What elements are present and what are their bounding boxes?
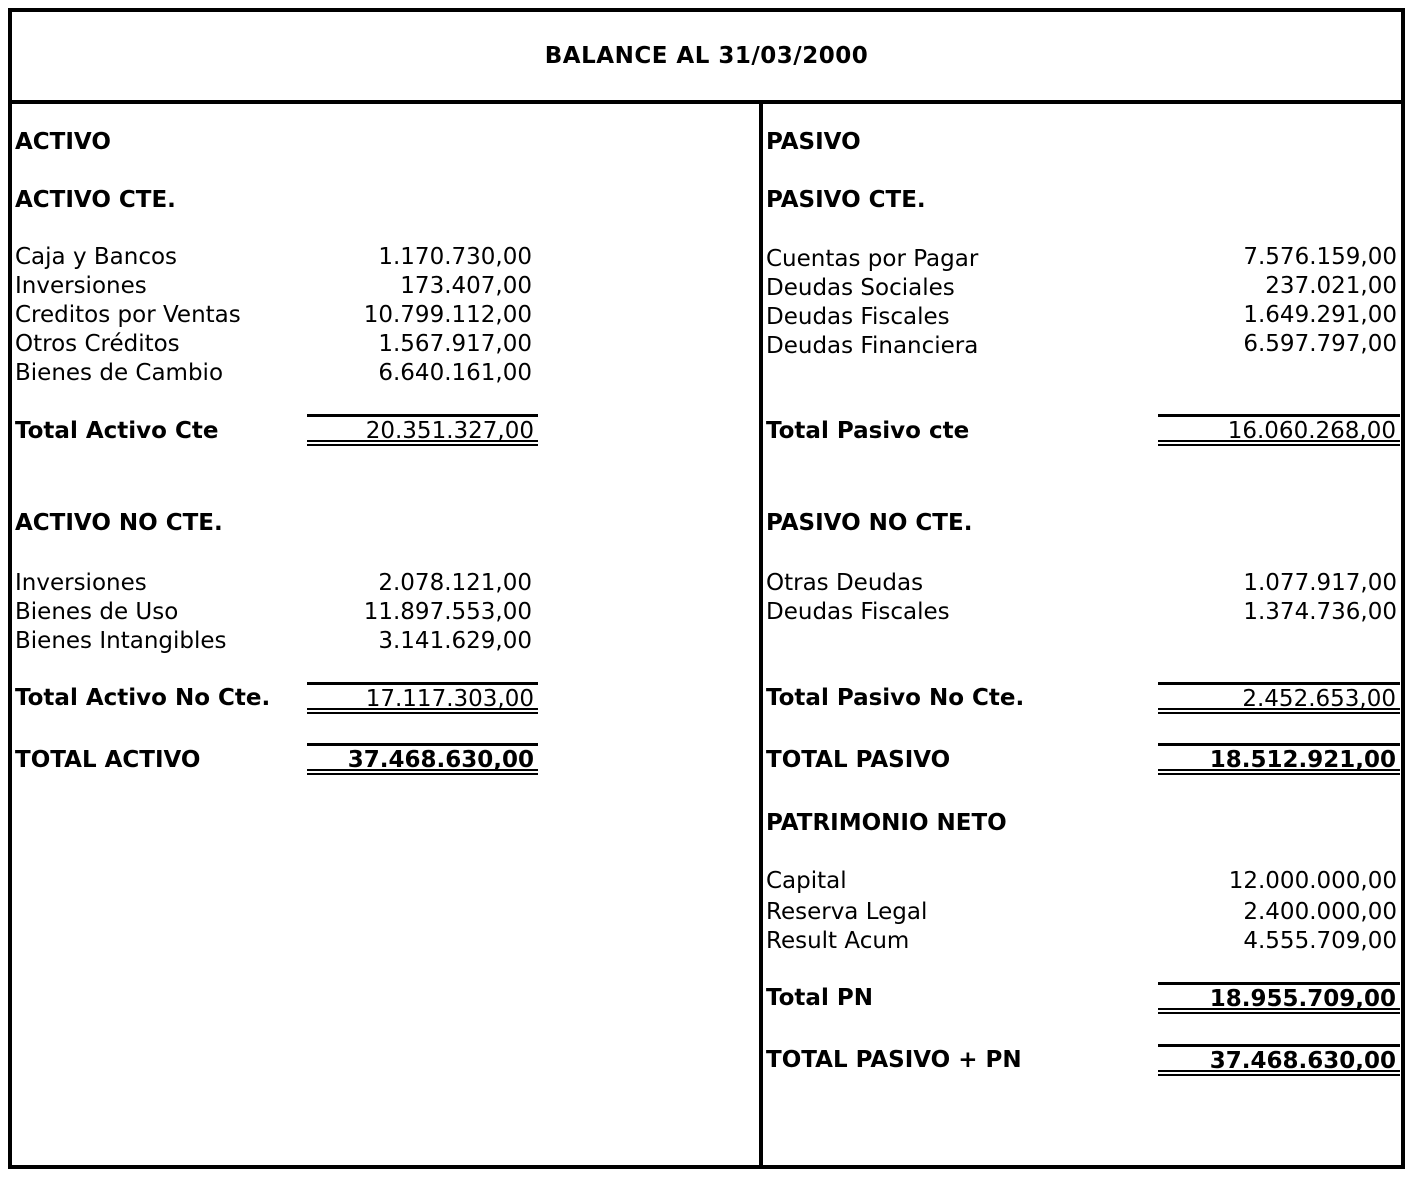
activo-cte-item-value: 1.170.730,00 xyxy=(378,244,532,270)
title-bar xyxy=(12,12,1401,104)
patrimonio-item-label: Reserva Legal xyxy=(766,899,928,925)
pasivo-heading: PASIVO xyxy=(766,129,861,155)
pasivo-no-cte-heading: PASIVO NO CTE. xyxy=(766,510,973,536)
pasivo-no-cte-item-value: 1.077.917,00 xyxy=(1243,570,1397,596)
activo-no-cte-item-label: Bienes de Uso xyxy=(15,599,179,625)
pasivo-cte-item-value: 237.021,00 xyxy=(1265,273,1397,299)
patrimonio-heading: PATRIMONIO NETO xyxy=(766,810,1007,836)
total-pasivo-pn-value: 37.468.630,00 xyxy=(1158,1044,1400,1076)
activo-cte-item-label: Bienes de Cambio xyxy=(15,360,224,386)
activo-heading: ACTIVO xyxy=(15,129,111,155)
activo-no-cte-item-value: 2.078.121,00 xyxy=(378,570,532,596)
total-pasivo-cte-value: 16.060.268,00 xyxy=(1158,414,1400,446)
activo-cte-item-label: Creditos por Ventas xyxy=(15,302,241,328)
pasivo-cte-heading: PASIVO CTE. xyxy=(766,187,926,213)
total-pn-label: Total PN xyxy=(766,985,873,1011)
activo-cte-heading: ACTIVO CTE. xyxy=(15,187,176,213)
pasivo-no-cte-item-label: Deudas Fiscales xyxy=(766,599,950,625)
activo-cte-item-label: Caja y Bancos xyxy=(15,244,178,270)
pasivo-cte-item-label: Deudas Financiera xyxy=(766,333,979,359)
patrimonio-item-value: 4.555.709,00 xyxy=(1243,928,1397,954)
total-activo-value: 37.468.630,00 xyxy=(307,743,538,775)
pasivo-cte-item-value: 1.649.291,00 xyxy=(1243,302,1397,328)
total-pn-value: 18.955.709,00 xyxy=(1158,982,1400,1014)
activo-cte-item-value: 173.407,00 xyxy=(400,273,532,299)
total-pasivo-pn-label: TOTAL PASIVO + PN xyxy=(766,1047,1022,1073)
column-divider xyxy=(759,100,763,1169)
page-title: BALANCE AL 31/03/2000 xyxy=(544,43,869,69)
pasivo-cte-item-label: Deudas Fiscales xyxy=(766,304,950,330)
total-pasivo-no-cte-value: 2.452.653,00 xyxy=(1158,682,1400,714)
activo-cte-item-value: 6.640.161,00 xyxy=(378,360,532,386)
activo-cte-item-value: 10.799.112,00 xyxy=(363,302,532,328)
activo-no-cte-item-label: Bienes Intangibles xyxy=(15,628,227,654)
total-pasivo-value: 18.512.921,00 xyxy=(1158,743,1400,775)
activo-no-cte-item-value: 11.897.553,00 xyxy=(363,599,532,625)
patrimonio-item-label: Capital xyxy=(766,868,847,894)
total-activo-no-cte-label: Total Activo No Cte. xyxy=(15,685,271,711)
activo-cte-item-value: 1.567.917,00 xyxy=(378,331,532,357)
patrimonio-item-value: 2.400.000,00 xyxy=(1243,899,1397,925)
patrimonio-item-label: Result Acum xyxy=(766,928,910,954)
activo-cte-item-label: Otros Créditos xyxy=(15,331,180,357)
patrimonio-item-value: 12.000.000,00 xyxy=(1228,868,1397,894)
activo-cte-item-label: Inversiones xyxy=(15,273,147,299)
pasivo-cte-item-label: Cuentas por Pagar xyxy=(766,246,979,272)
total-activo-cte-label: Total Activo Cte xyxy=(15,418,219,444)
total-pasivo-no-cte-label: Total Pasivo No Cte. xyxy=(766,685,1025,711)
total-activo-no-cte-value: 17.117.303,00 xyxy=(307,682,538,714)
activo-no-cte-item-label: Inversiones xyxy=(15,570,147,596)
total-activo-label: TOTAL ACTIVO xyxy=(15,747,201,773)
pasivo-no-cte-item-value: 1.374.736,00 xyxy=(1243,599,1397,625)
pasivo-no-cte-item-label: Otras Deudas xyxy=(766,570,924,596)
activo-no-cte-heading: ACTIVO NO CTE. xyxy=(15,510,223,536)
pasivo-cte-item-value: 7.576.159,00 xyxy=(1243,244,1397,270)
total-pasivo-cte-label: Total Pasivo cte xyxy=(766,418,970,444)
pasivo-cte-item-value: 6.597.797,00 xyxy=(1243,331,1397,357)
total-activo-cte-value: 20.351.327,00 xyxy=(307,414,538,446)
total-pasivo-label: TOTAL PASIVO xyxy=(766,747,951,773)
pasivo-cte-item-label: Deudas Sociales xyxy=(766,275,955,301)
activo-no-cte-item-value: 3.141.629,00 xyxy=(378,628,532,654)
